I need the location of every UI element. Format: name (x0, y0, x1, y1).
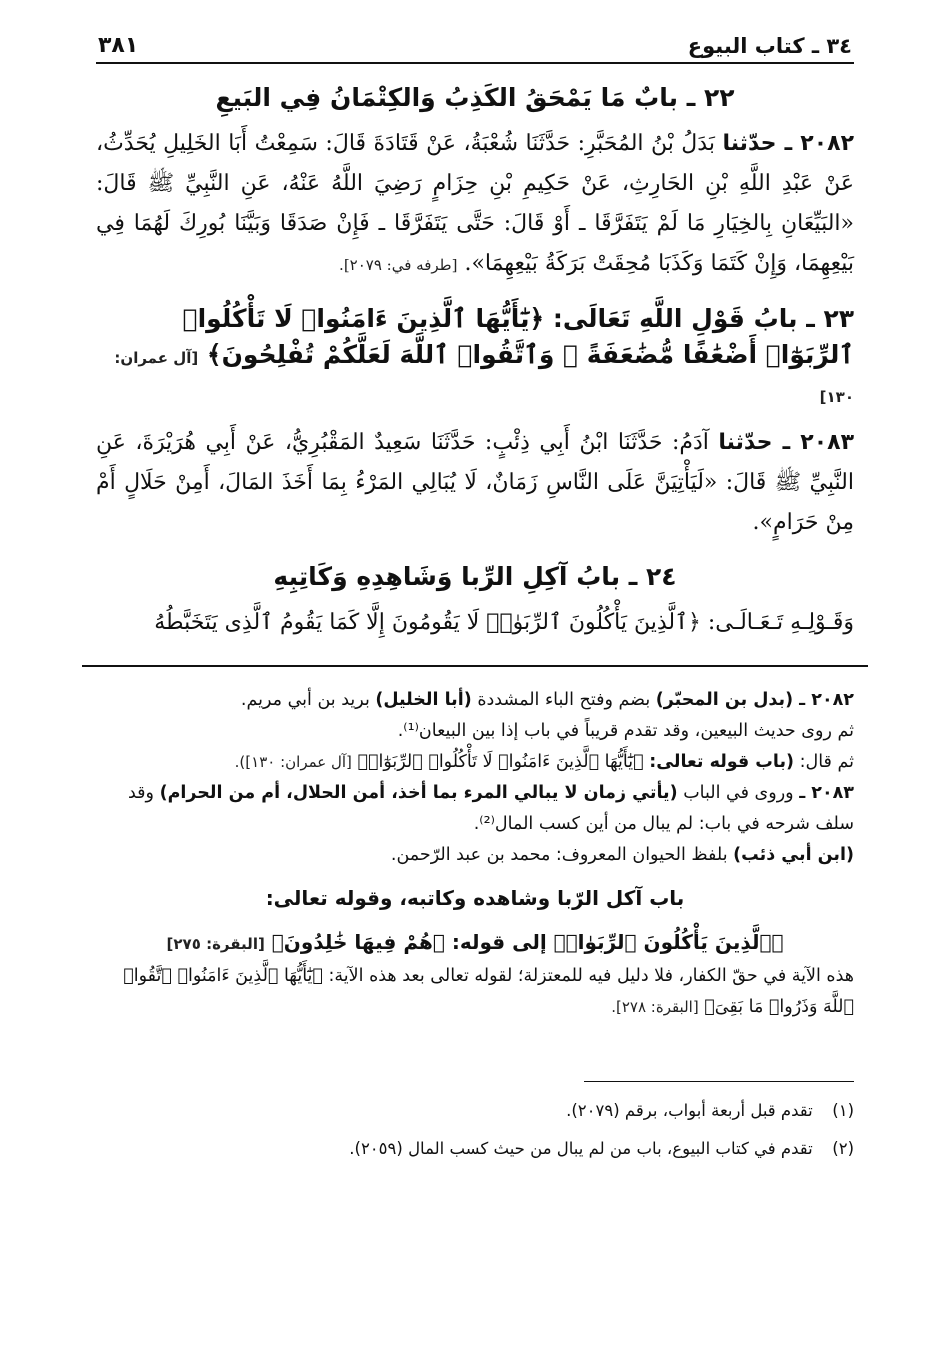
commentary-2083-text2: وقد سلف شرحه في باب: لم يبال من أين كسب المال⁽²⁾. (128, 783, 854, 834)
commentary-line-3-text: ثم قال: (799, 752, 854, 772)
commentary-verse-ref: [البقرة: ٢٧٥] (166, 935, 265, 953)
commentary-line-5-bold: (ابن أبي ذئب) (733, 845, 854, 865)
commentary-line-6-ref: [البقرة: ٢٧٨]. (611, 998, 699, 1016)
commentary-2082-text2: بريد بن أبي مريم. (240, 690, 370, 710)
hadith-2083-text: آدَمُ: حَدَّثَنَا ابْنُ أَبِي ذِئْبٍ: حَدَّثَنَا سَعِيدٌ المَقْبُرِيُّ، عَنْ أَبِي هُرَيْرَةَ، عَنِ النَّبِيِّ ﷺ قَالَ: «لَيَأْتِيَنَّ عَلَى النَّاسِ زَمَانٌ، لَا يُبَالِي المَرْءُ بِمَا أَخَذَ المَالَ، أَمِنْ حَلَالٍ أَمْ مِنْ حَرَامٍ». (96, 430, 854, 535)
hadith-2082 (96, 124, 854, 285)
commentary-verse-2: ﴿هُمْ فِيهَا خَٰلِدُونَ﴾ (271, 930, 445, 954)
commentary-line-5-text: بلفظ الحيوان المعروف: محمد بن عبد الرّحمن. (390, 845, 728, 865)
chapter-title: ٣٤ ـ كتاب البيوع (687, 34, 852, 58)
bab-22-title: ٢٢ ـ بابٌ مَا يَمْحَقُ الكَذِبُ وَالكِتْمَانُ فِي البَيعِ (215, 83, 735, 112)
commentary-line-5 (96, 840, 854, 871)
bab-24-intro: وَقَـوْلِـهِ تَـعَـالَـى: ﴿ٱلَّذِينَ يَأْكُلُونَ ٱلرِّبَوٰا۟ لَا يَقُومُونَ إِلَّا كَمَا يَقُومُ ٱلَّذِى يَتَخَبَّطُهُ (154, 610, 854, 635)
page-number: ٣٨١ (98, 33, 139, 58)
commentary-2083 (96, 778, 854, 840)
footnotes-separator (584, 1081, 854, 1082)
footnote (96, 1096, 854, 1126)
bab-23-verse: ﴿يَٰٓأَيُّهَا ٱلَّذِينَ ءَامَنُوا۟ لَا تَأْكُلُوا۟ ٱلرِّبَوٰٓا۟ أَضْعَٰفًا مُّضَٰعَفَةً ۖ وَٱتَّقُوا۟ ٱللَّهَ لَعَلَّكُمْ تُفْلِحُونَ﴾ (182, 304, 854, 369)
hadith-2082-text: بَدَلُ بْنُ المُحَبَّرِ: حَدَّثَنَا شُعْبَةُ، عَنْ قَتَادَةَ قَالَ: سَمِعْتُ أَبَا الخَلِيلِ يُحَدِّثُ، عَنْ عَبْدِ اللَّهِ بْنِ الحَارِثِ، عَنْ حَكِيمِ بْنِ حِزَامٍ رَضِيَ اللَّهُ عَنْهُ، عَنِ النَّبِيِّ ﷺ قَالَ: «البَيِّعَانِ بِالخِيَارِ مَا لَمْ يَتَفَرَّقَا ـ أَوْ قَالَ: حَتَّى يَتَفَرَّقَا ـ فَإِنْ صَدَقَا وَبَيَّنَا بُورِكَ لَهُمَا فِي بَيْعِهِمَا، وَإِنْ كَتَمَا وَكَذَبَا مُحِقَتْ بَرَكَةُ بَيْعِهِمَا». (96, 131, 854, 276)
hadith-2083 (96, 423, 854, 543)
commentary-line-6-verse: ﴿يَٰٓأَيُّهَا ٱلَّذِينَ ءَامَنُوا۟ ٱتَّقُوا۟ ٱللَّهَ وَذَرُوا۟ مَا بَقِىَ﴾ (123, 966, 854, 1017)
commentary-2083-number: ٢٠٨٣ ـ (799, 783, 854, 803)
commentary-line-6 (96, 961, 854, 1023)
commentary-2083-bold: (يأتي زمان لا يبالي المرء بما أخذ، أمن الحلال، أم من الحرام) (159, 783, 678, 803)
commentary-line-3-ref: [آل عمران: ١٣٠]). (234, 753, 352, 771)
commentary-2082-text: بضم وفتح الباء المشددة (477, 690, 651, 710)
commentary-line-3 (96, 747, 854, 778)
commentary-separator (82, 665, 868, 667)
bab-23-ref: [آل عمران: ١٣٠] (114, 349, 854, 406)
bab-24-title: ٢٤ ـ بابُ آكِلِ الرِّبا وَشَاهِدِهِ وَكَاتِبِهِ (273, 562, 677, 591)
page-header (96, 24, 854, 64)
commentary-line-3-verse: ﴿يَٰٓأَيُّهَا ٱلَّذِينَ ءَامَنُوا۟ لَا تَأْكُلُوا۟ ٱلرِّبَوٰٓا۟﴾ (357, 752, 644, 772)
commentary-2082-bold2: (أبا الخليل) (375, 690, 472, 710)
commentary-bab-24-title: باب آكل الرّبا وشاهده وكاتبه، وقوله تعالى: (265, 886, 685, 910)
bab-23-heading: ٢٣ ـ بابُ قَوْلِ اللَّهِ تَعَالَى: (552, 304, 854, 333)
footnote (96, 1134, 854, 1164)
commentary-2082 (96, 685, 854, 716)
commentary-2082-bold: ٢٠٨٢ ـ (بدل بن المحبّر) (655, 690, 854, 710)
commentary-bab-24-verse (96, 925, 854, 961)
commentary (96, 685, 854, 1023)
commentary-line-3-bold: (باب قوله تعالى: (649, 752, 795, 772)
footnote-number: (١) (832, 1101, 854, 1120)
footnote-number: (٢) (832, 1139, 854, 1158)
commentary-line-6-text: هذه الآية في حقّ الكفار، فلا دليل فيه للمعتزلة؛ لقوله تعالى بعد هذه الآية: (328, 966, 854, 986)
hadith-2082-number: ٢٠٨٢ ـ حدّثنا (722, 131, 854, 156)
commentary-verse-1: ﴿ٱلَّذِينَ يَأْكُلُونَ ٱلرِّبَوٰا۟﴾ (553, 930, 784, 954)
commentary-verse-mid: إلى قوله: (451, 930, 547, 954)
hadith-2083-number: ٢٠٨٣ ـ حدّثنا (718, 430, 854, 455)
hadith-2082-ref: [طرفه في: ٢٠٧٩]. (339, 256, 458, 274)
main-text (96, 80, 854, 643)
commentary-2083-text: وروى في الباب (683, 783, 794, 803)
footnote-text: تقدم قبل أربعة أبواب، برقم (٢٠٧٩). (566, 1101, 813, 1120)
footnotes (96, 1096, 854, 1164)
bab-23-title (96, 301, 854, 415)
commentary-line-2: ثم روى حديث البيعين، وقد تقدم قريباً في باب إذا بين البيعان⁽¹⁾. (397, 721, 854, 741)
footnote-text: تقدم في كتاب البيوع، باب من لم يبال من حيث كسب المال (٢٠٥٩). (349, 1139, 813, 1158)
